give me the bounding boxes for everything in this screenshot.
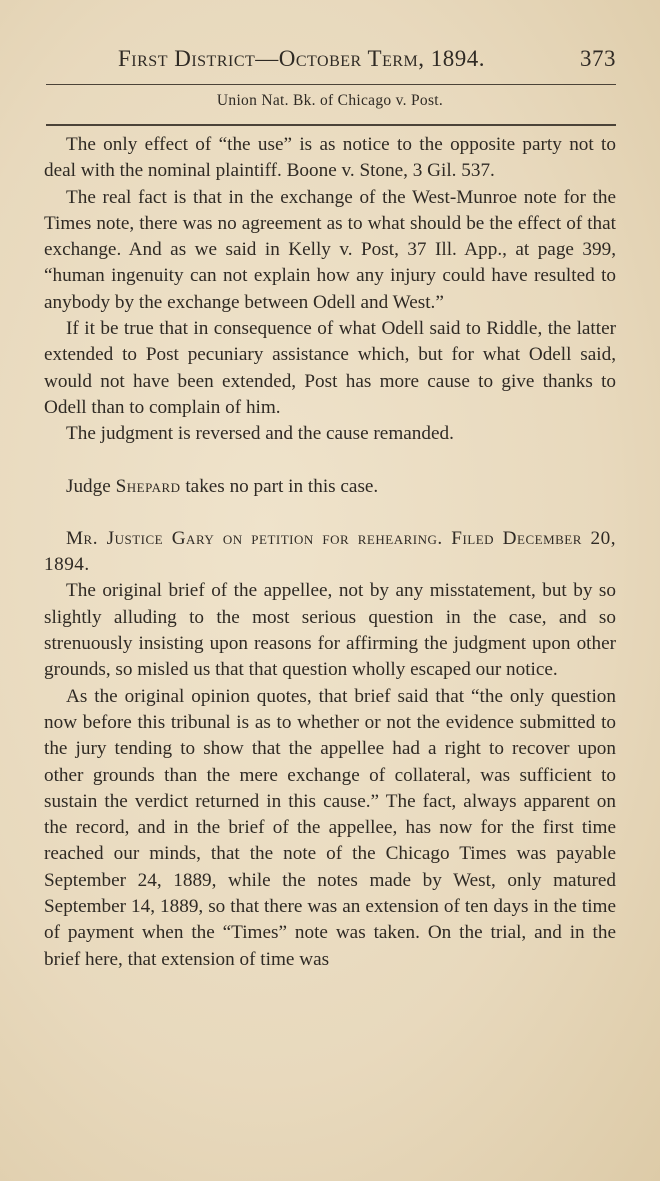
paragraph: The only effect of “the use” is as notice to the opposite party not to deal with the nominal plaintiff. Boone v. Stone, 3 Gil. 537. [44, 134, 616, 182]
judge-note-suffix: takes no part in this case. [180, 475, 379, 497]
paragraph: The original brief of the appellee, not by any misstatement, but by so slightly alluding to the most serious question in the case, and so strenuously insisting upon reasons for affirming the judgment upon other grounds, so misled us that that question wholly escaped our notice. [44, 580, 616, 681]
spacer [44, 448, 616, 474]
header-rule-bottom [46, 124, 616, 126]
case-name-header: Union Nat. Bk. of Chicago v. Post. [216, 92, 444, 109]
judge-name: Shepard [115, 475, 181, 497]
running-title: First District—October Term, 1894. [118, 46, 486, 71]
rehearing-title: Mr. Justice Gary on petition for rehearing. [66, 527, 443, 549]
header-rule-top [46, 84, 616, 85]
judge-note-prefix: Judge [66, 475, 116, 497]
paragraph: If it be true that in consequence of what Odell said to Riddle, the latter extended to Post pecuniary assistance which, but for what Odell said, would not have been extended, Post has more cause to give thanks to Odell than to complain of him. [44, 318, 616, 418]
running-header [46, 46, 616, 76]
rehearing-filed: Filed December 20, 1894. [44, 527, 616, 576]
paragraph: As the original opinion quotes, that brief said that “the only question now before this tribunal is as to whether or not the evidence submitted to the jury tending to show that the appellee had a right to recover upon other grounds than the mere exchange of collateral, was sufficient to sustain the verdict returned in this cause.” The fact, always apparent on the record, and in the brief of the appellee, has now for the first time reached our minds, that the note of the Chicago Times was payable September 24, 1889, while the notes made by West, only matured September 14, 1889, so that there was an extension of ten days in the time of payment when the “Times” note was taken. On the trial, and in the brief here, that extension of time was [44, 685, 616, 970]
page-body [44, 132, 616, 973]
rehearing-heading [44, 526, 616, 579]
paragraph: The judgment is reversed and the cause remanded. [66, 423, 454, 445]
page-number: 373 [580, 46, 616, 71]
paragraph: The real fact is that in the exchange of the West-Munroe note for the Times note, there was no agreement as to what should be the effect of that exchange. And as we said in Kelly v. Post, 37 Ill. App., at page 399, “human ingenuity can not explain how any injury could have resulted to anybody by the exchange between Odell and West.” [44, 186, 616, 313]
judge-note [44, 474, 616, 500]
spacer [44, 500, 616, 526]
